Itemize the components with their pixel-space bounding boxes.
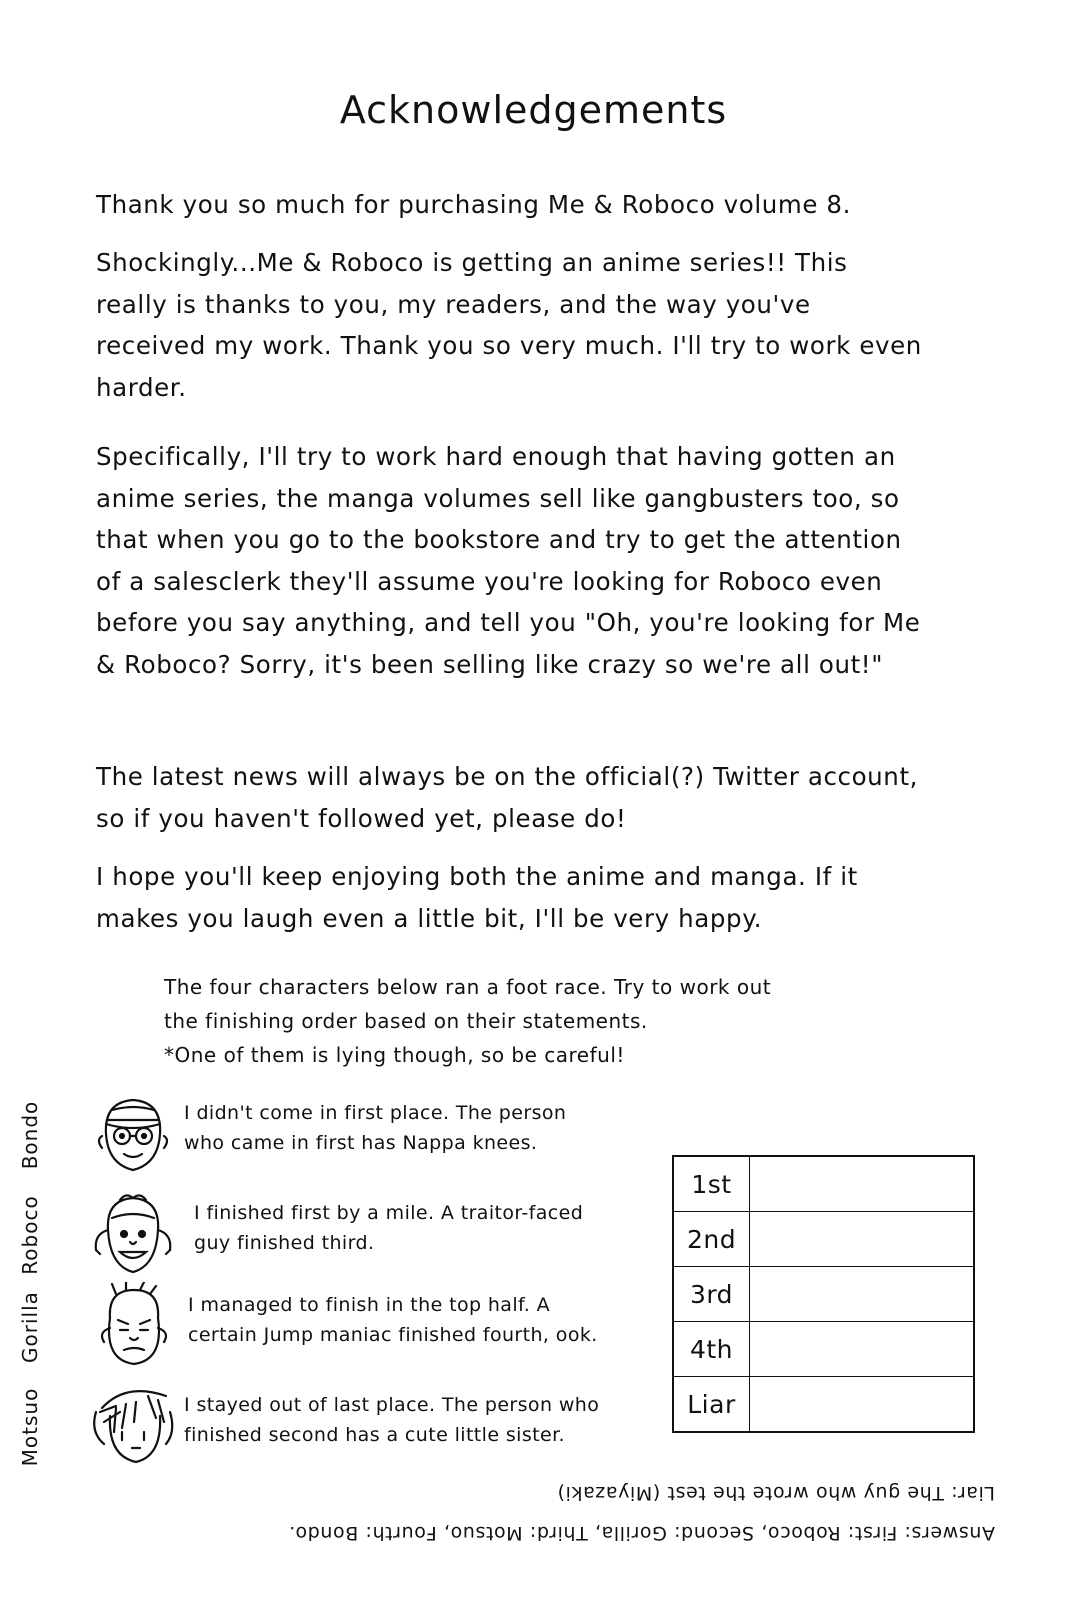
paragraph-text: The latest news will always be on the official(?) Twitter account, so if you haven't followed yet, please do! [96,762,919,833]
answer-row-4th [674,1322,973,1377]
answer-label: 1st [674,1157,750,1211]
answer-blank[interactable] [750,1377,973,1432]
character-statement [184,1098,604,1158]
answer-blank[interactable] [750,1322,973,1376]
character-name: Gorilla [18,1291,42,1363]
statement-line: I didn't come in first place. The person [184,1102,567,1124]
answer-row-1st [674,1157,973,1212]
gorilla-face-icon [86,1282,180,1372]
upside-down-answers [0,1468,1067,1558]
roboco-face-icon [86,1190,180,1280]
statement-line: I managed to finish in the top half. A [188,1294,551,1316]
answer-row-liar [674,1377,973,1432]
answer-label: 3rd [674,1267,750,1321]
paragraph-text: Thank you so much for purchasing Me & Roboco volume 8. [96,190,851,219]
paragraph-text: Specifically, I'll try to work hard enough that having gotten an anime series, the manga volumes sell like gangbusters too, so that when you go to the bookstore and try to get the attention of a salesclerk they'll assume you're looking for Roboco even before you say anything, and tell you "Oh, you're looking for Me & Roboco? Sorry, it's been selling like crazy so we're all out!" [96,442,921,679]
answer-row-3rd [674,1267,973,1322]
character-name: Motsuo [18,1387,42,1467]
answer-row-2nd [674,1212,973,1267]
acknowledgement-paragraph-5 [96,856,926,939]
statement-line: who came in first has Nappa knees. [184,1132,538,1154]
bondo-face-icon [86,1090,180,1180]
puzzle-intro-line: The four characters below ran a foot race. Try to work out [164,975,772,999]
character-gorilla [0,1282,640,1372]
puzzle-intro [164,970,884,1072]
answer-label: 4th [674,1322,750,1376]
character-bondo [0,1090,640,1180]
acknowledgement-paragraph-1 [96,184,926,226]
answers-line: Answers: First: Roboco, Second: Gorilla, Third: Motsuo, Fourth: Bondo. [288,1522,995,1544]
statement-line: I finished first by a mile. A traitor-faced [194,1202,584,1224]
statement-line: I stayed out of last place. The person who [184,1394,600,1416]
answer-blank[interactable] [750,1157,973,1211]
character-statement [194,1198,614,1258]
character-name: Roboco [18,1195,42,1275]
answer-blank[interactable] [750,1267,973,1321]
statement-line: certain Jump maniac finished fourth, ook. [188,1324,598,1346]
character-statement [184,1390,604,1450]
character-statement [188,1290,608,1350]
page-title: Acknowledgements [339,88,728,132]
acknowledgement-paragraph-4 [96,756,926,839]
character-roboco [0,1190,640,1280]
character-name: Bondo [18,1100,42,1170]
answer-label: Liar [674,1377,750,1432]
character-motsuo [0,1382,640,1472]
acknowledgement-paragraph-3 [96,436,926,685]
puzzle-intro-line: *One of them is lying though, so be careful! [164,1043,625,1067]
answer-table [672,1155,975,1433]
answer-label: 2nd [674,1212,750,1266]
motsuo-face-icon [86,1382,180,1472]
paragraph-text: I hope you'll keep enjoying both the anime and manga. If it makes you laugh even a little bit, I'll be very happy. [96,862,858,933]
answer-blank[interactable] [750,1212,973,1266]
statement-line: finished second has a cute little sister. [184,1424,565,1446]
puzzle-intro-line: the finishing order based on their statements. [164,1009,648,1033]
paragraph-text: Shockingly...Me & Roboco is getting an anime series!! This really is thanks to you, my readers, and the way you've received my work. Thank you so very much. I'll try to work even harder. [96,248,922,402]
acknowledgement-paragraph-2 [96,242,926,408]
statement-line: guy finished third. [194,1232,375,1254]
answers-liar-line: Liar: The guy who wrote the test (Miyazaki) [556,1482,995,1504]
